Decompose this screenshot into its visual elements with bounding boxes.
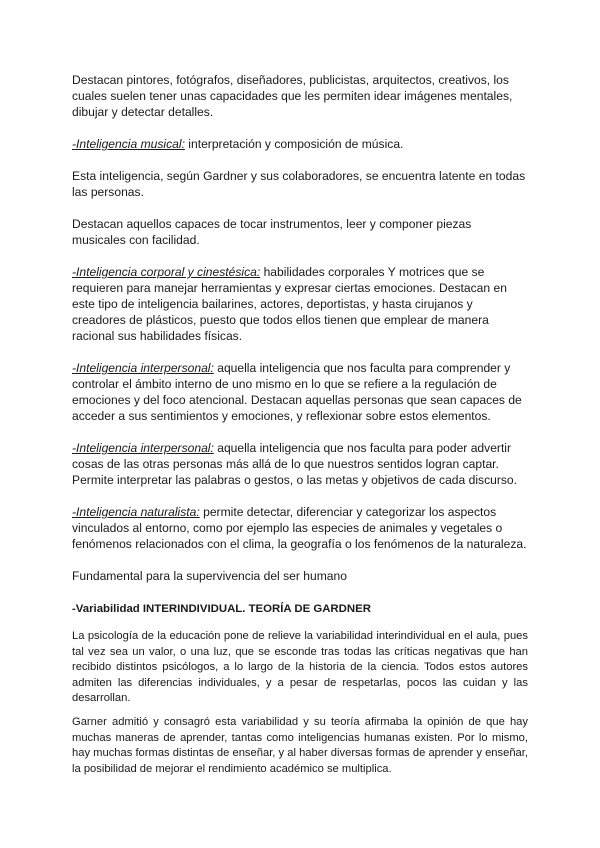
section-lead: -Inteligencia interpersonal: — [72, 441, 214, 455]
paragraph-text: interpretación y composición de música. — [184, 137, 404, 151]
body-paragraph: La psicología de la educación pone de relieve la variabilidad interindividual en el aula, pues tal vez sea un valor, o una luz, que se esconde tras todas las críticas negativas que han recibido distintos psicólogos, a lo largo de la historia de la ciencia. Todos estos autores admiten las diferencias individuales, y a pesar de respetarlas, pocos las cuidan y las desarrollan. — [72, 630, 528, 705]
paragraph-text: Esta inteligencia, según Gardner y sus colaboradores, se encuentra latente en todas las personas. — [72, 169, 526, 199]
paragraph-text: Fundamental para la supervivencia del ser humano — [72, 569, 347, 583]
section-heading: -Variabilidad INTERINDIVIDUAL. TEORÍA DE GARDNER — [72, 603, 371, 615]
paragraph — [72, 440, 528, 488]
section-lead: -Inteligencia interpersonal: — [72, 361, 214, 375]
paragraph — [72, 168, 528, 200]
paragraph-text: aquella inteligencia que nos faculta para comprender y controlar el ámbito interno de uno mismo en lo que se refiere a la regulación de emociones y del foco atencional. Destacan aquellas personas que sean capaces de acceder a sus sentimientos y emociones, y reflexionar sobre estos elementos. — [72, 361, 522, 423]
paragraph-text: habilidades corporales Y motrices que se requieren para manejar herramientas y expresar ciertas emociones. Destacan en este tipo de inteligencia bailarines, actores, deportistas, y hasta cirujanos y creadores de plásticos, puesto que todos ellos tienen que emplear de manera racional sus habilidades físicas. — [72, 265, 507, 343]
paragraph-text: aquella inteligencia que nos faculta para poder advertir cosas de las otras personas más allá de lo que nuestros sentidos logran captar. Permite interpretar las palabras o gestos, o las metas y objetivos de cada discurso. — [72, 441, 518, 487]
paragraph — [72, 360, 528, 424]
paragraph — [72, 264, 528, 344]
paragraph — [72, 72, 528, 120]
paragraph-text: Destacan aquellos capaces de tocar instrumentos, leer y componer piezas musicales con facilidad. — [72, 217, 472, 247]
paragraph — [72, 136, 528, 152]
section-lead: -Inteligencia naturalista: — [72, 505, 200, 519]
paragraph — [72, 568, 528, 584]
section-lead: -Inteligencia musical: — [72, 137, 185, 151]
paragraph-text: Destacan pintores, fotógrafos, diseñadores, publicistas, arquitectos, creativos, los cuales suelen tener unas capacidades que les permiten idear imágenes mentales, dibujar y detectar detalles. — [72, 73, 513, 119]
body-paragraph: Garner admitió y consagró esta variabilidad y su teoría afirmaba la opinión de que hay muchas maneras de aprender, tantas como inteligencias humanas existen. Por lo mismo, hay muchas formas distintas de enseñar, y al haber diversas formas de aprender y enseñar, la posibilidad de mejorar el rendimiento académico se multiplica. — [72, 716, 528, 775]
paragraph — [72, 216, 528, 248]
section-lead: -Inteligencia corporal y cinestésica: — [72, 265, 261, 279]
paragraph-text: permite detectar, diferenciar y categorizar los aspectos vinculados al entorno, como por ejemplo las especies de animales y vegetales o fenómenos relacionados con el clima, la geografía o los fenómenos de la naturaleza. — [72, 505, 527, 551]
paragraph — [72, 504, 528, 552]
